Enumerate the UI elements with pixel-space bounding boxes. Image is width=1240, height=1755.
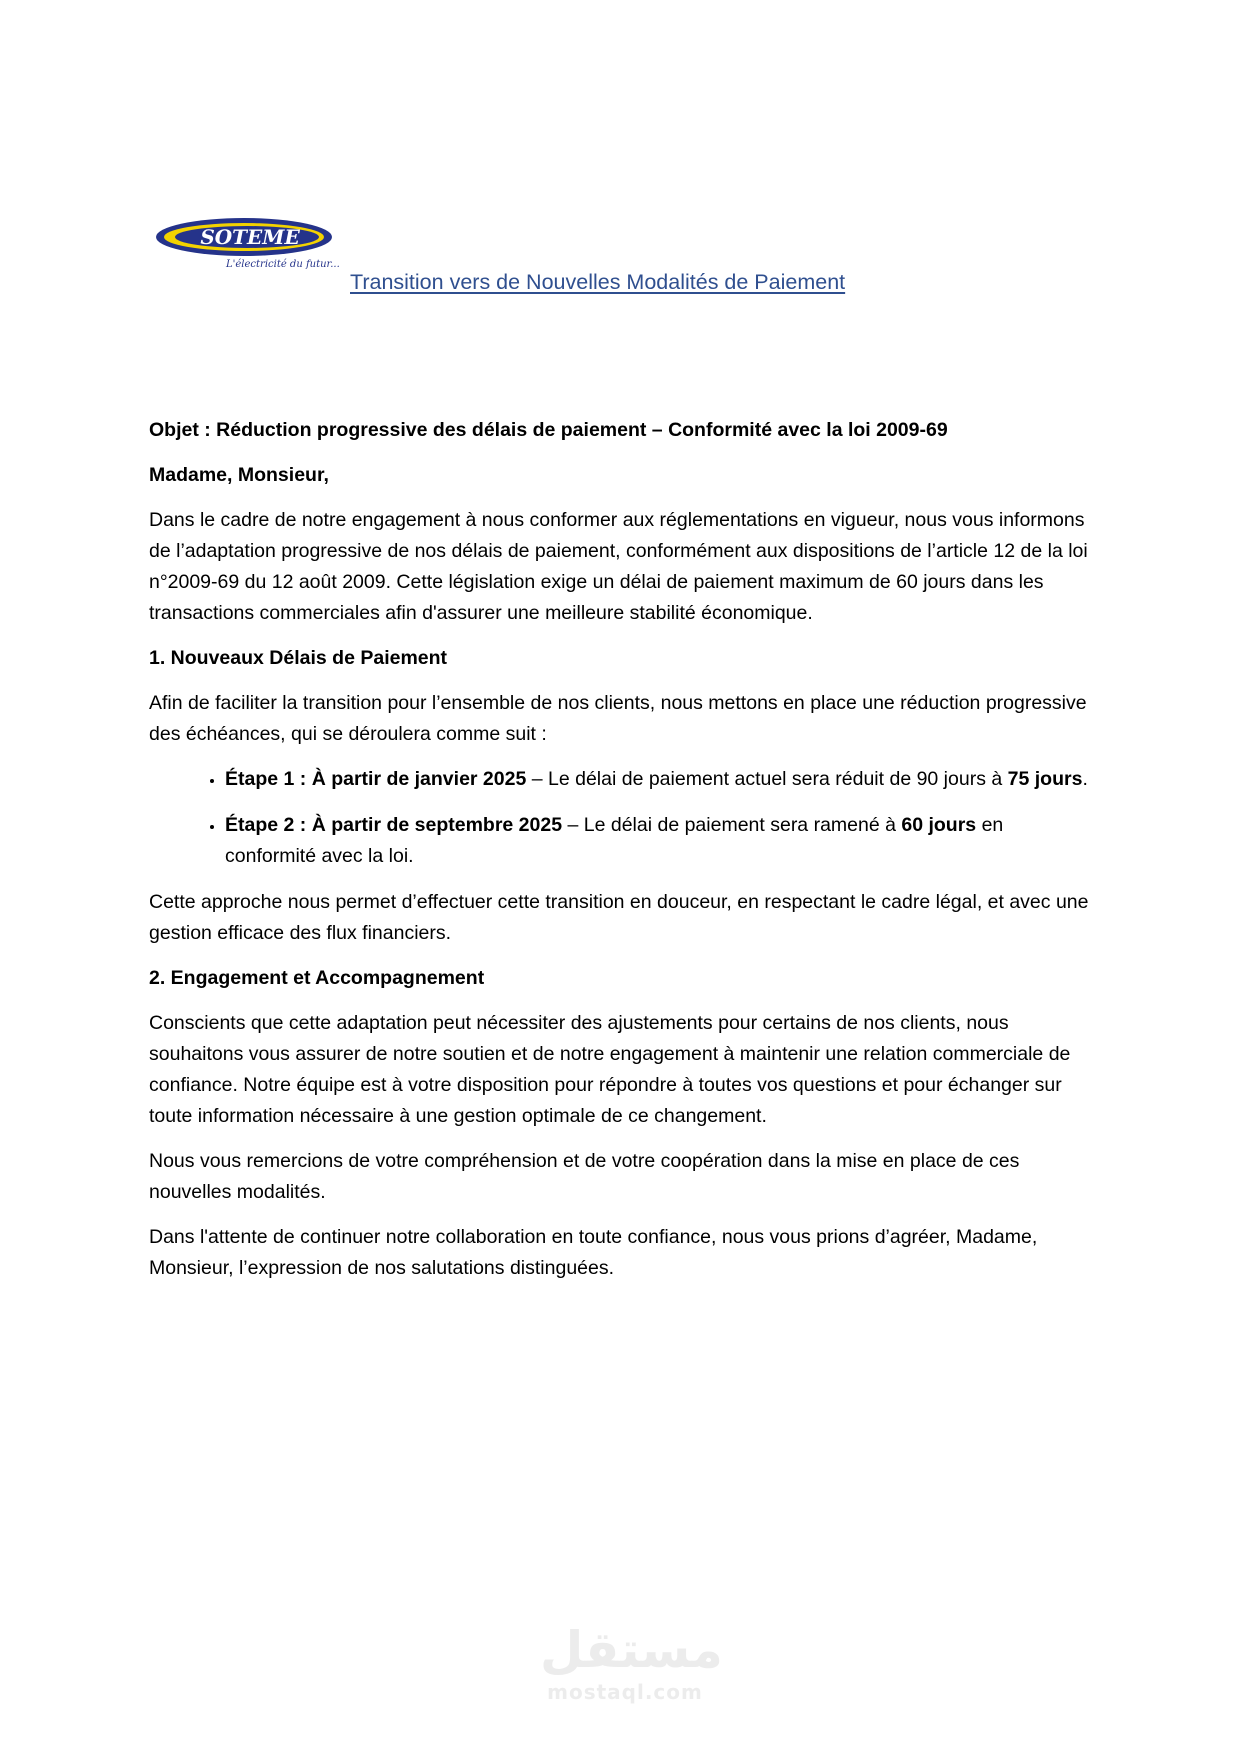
letter-body [149, 415, 1099, 1298]
subject-line: Objet : Réduction progressive des délais de paiement – Conformité avec la loi 2009-69 [149, 419, 948, 441]
step-tail: . [1082, 768, 1088, 790]
list-item [225, 810, 1099, 872]
step-value: 75 jours [1007, 768, 1083, 790]
step-label: Étape 2 : À partir de septembre 2025 [225, 814, 563, 836]
section-1-heading: 1. Nouveaux Délais de Paiement [149, 647, 448, 669]
logo-tagline: L'électricité du futur... [226, 259, 340, 270]
soteme-logo-mark [150, 215, 350, 273]
section-1-text: Afin de faciliter la transition pour l’ensemble de nos clients, nous mettons en place une réduction progressive des échéances, qui se déroulera comme suit : [149, 692, 1087, 745]
salutation: Madame, Monsieur, [149, 464, 329, 486]
watermark-latin: mostaql.com [547, 1680, 703, 1704]
step-tail: en conformité avec la loi. [225, 814, 1004, 867]
logo-brand: SOTEME [200, 225, 300, 249]
closing-paragraph: Dans l'attente de continuer notre collaboration en toute confiance, nous vous prions d’agréer, Madame, Monsieur, l’expression de nos salutations distinguées. [149, 1226, 1038, 1279]
watermark [540, 1620, 723, 1730]
step-separator: – [526, 768, 548, 790]
section-2-text: Conscients que cette adaptation peut nécessiter des ajustements pour certains de nos clients, nous souhaitons vous assurer de notre soutien et de notre engagement à maintenir une relation commerciale de confiance. Notre équipe est à votre disposition pour répondre à toutes vos questions et pour échanger sur toute information nécessaire à une gestion optimale de ce changement. [149, 1012, 1071, 1127]
step-label: Étape 1 : À partir de janvier 2025 [225, 768, 527, 790]
list-item [225, 764, 1099, 795]
watermark-arabic: مستقل [540, 1621, 723, 1679]
step-value: 60 jours [901, 814, 977, 836]
step-separator: – [562, 814, 584, 836]
intro-paragraph: Dans le cadre de notre engagement à nous conformer aux réglementations en vigueur, nous vous informons de l’adaptation progressive de nos délais de paiement, conformément aux dispositions de l’article 12 de la loi n°2009-69 du 12 août 2009. Cette législation exige un délai de paiement maximum de 60 jours dans les transactions commerciales afin d'assurer une meilleure stabilité économique. [149, 509, 1088, 624]
section-2-heading: 2. Engagement et Accompagnement [149, 967, 485, 989]
step-text: Le délai de paiement sera ramené à [583, 814, 902, 836]
step-text: Le délai de paiement actuel sera réduit de 90 jours à [548, 768, 1008, 790]
soteme-logo [150, 215, 350, 273]
document-title: Transition vers de Nouvelles Modalités de Paiement [350, 270, 846, 294]
section-1-conclusion: Cette approche nous permet d’effectuer cette transition en douceur, en respectant le cadre légal, et avec une gestion efficace des flux financiers. [149, 891, 1089, 944]
thanks-paragraph: Nous vous remercions de votre compréhension et de votre coopération dans la mise en place de ces nouvelles modalités. [149, 1150, 1020, 1203]
steps-list [149, 764, 1099, 872]
